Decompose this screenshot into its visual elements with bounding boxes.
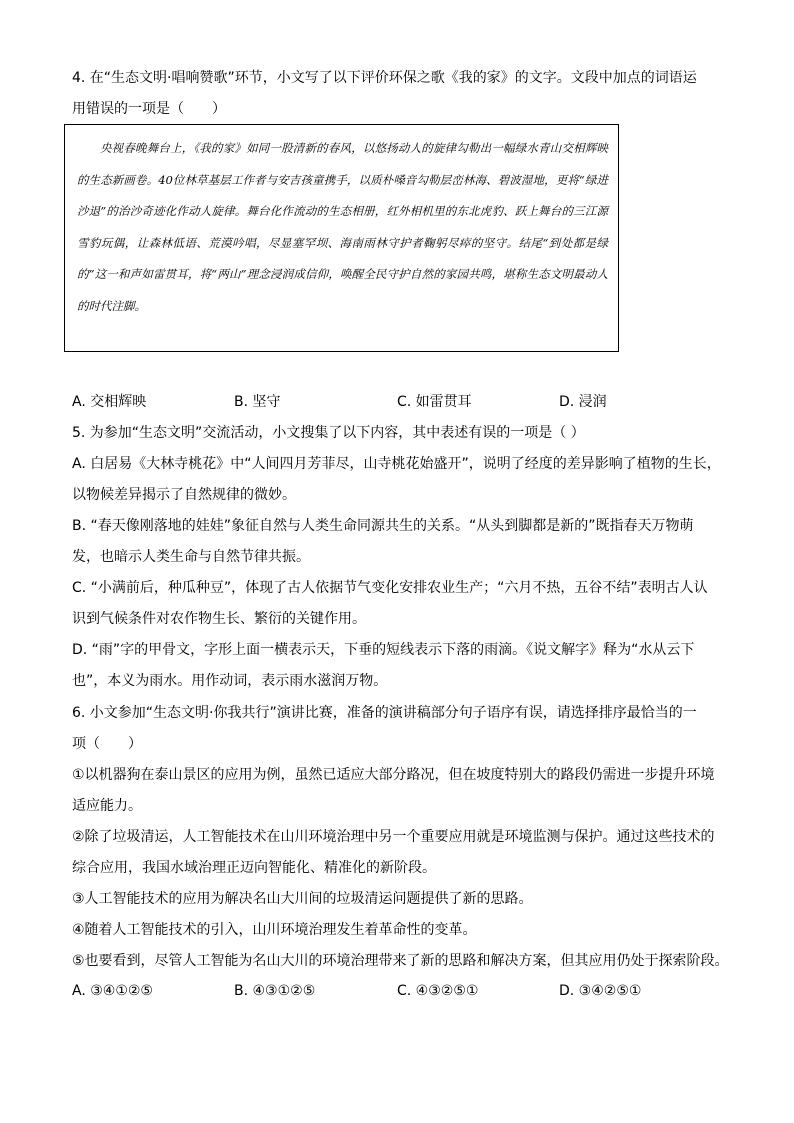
question-6-option-b[interactable]: B. ④③①②⑤ — [234, 983, 316, 999]
question-5-option-a-line2: 以物候差异揭示了自然规律的微妙。 — [72, 487, 296, 503]
question-5-stem: 5. 为参加“生态文明”交流活动，小文搜集了以下内容，其中表述有误的一项是（ ） — [72, 425, 585, 441]
question-5-option-d-line2: 也”，本义为雨水。用作动词，表示雨水滋润万物。 — [72, 673, 388, 689]
question-6-option-d[interactable]: D. ③④②⑤① — [559, 983, 642, 999]
question-5-option-c-line2: 识到气候条件对农作物生长、繁衍的关键作用。 — [72, 611, 366, 627]
question-5-option-b-line2: 发，也暗示人类生命与自然节律共振。 — [72, 549, 310, 565]
question-4-passage-text: 央视春晚舞台上，《我的家》如同一股清新的春风，以悠扬动人的旋律勾勒出一幅绿水青山交相辉映的生态新画卷。40位林草基层工作者与安吉孩童携手，以质朴嗓音勾勒层峦林海、碧波湿地，更将“绿进沙退”的治沙奇迹化作动人旋律。舞台化作流动的生态相册，红外相机里的东北虎豹、跃上舞台的三江源雪豹玩偶，让森林低语、荒漠吟唱，尽显塞罕坝、海南雨林守护者鞠躬尽瘁的坚守。结尾“到处都是绿的”这一和声如雷贯耳，将“两山”理念浸润成信仰，唤醒全民守护自然的家园共鸣，堪称生态文明最动人的时代注脚。 — [77, 141, 608, 313]
question-5-option-a-line1[interactable]: A. 白居易《大林寺桃花》中“人间四月芳菲尽，山寺桃花始盛开”，说明了经度的差异影响了植物的生长， — [72, 456, 721, 472]
question-5-option-c-line1[interactable]: C. “小满前后，种瓜种豆”，体现了古人依据节气变化安排农业生产；“六月不热，五谷不结”表明古人认 — [72, 580, 708, 596]
question-6-stem-line1: 6. 小文参加“生态文明·你我共行”演讲比赛，准备的演讲稿部分句子语序有误，请选择排序最恰当的一 — [72, 705, 697, 721]
question-6-sentence-4: ④随着人工智能技术的引入，山川环境治理发生着革命性的变革。 — [72, 922, 477, 938]
question-5 — [72, 418, 742, 697]
question-6-stem-line2: 项（ ） — [72, 736, 142, 752]
question-5-option-d-line1[interactable]: D. “雨”字的甲骨文，字形上面一横表示天，下垂的短线表示下落的雨滴。《说文解字》释为“水从云下 — [72, 642, 695, 658]
question-6-sentence-2-line1: ②除了垃圾清运，人工智能技术在山川环境治理中另一个重要应用就是环境监测与保护。通过这些技术的 — [72, 829, 715, 845]
question-4-stem — [72, 63, 742, 125]
question-6-sentence-5: ⑤也要看到，尽管人工智能为名山大川的环境治理带来了新的思路和解决方案，但其应用仍处于探索阶段。 — [72, 953, 729, 969]
question-6-sentence-3: ③人工智能技术的应用为解决名山大川间的垃圾清运问题提供了新的思路。 — [72, 891, 533, 907]
question-4-option-a[interactable]: A. 交相辉映 — [72, 394, 147, 410]
question-4-passage-box — [64, 124, 619, 352]
question-4-option-c[interactable]: C. 如雷贯耳 — [397, 394, 472, 410]
question-4-option-d[interactable]: D. 浸润 — [559, 394, 607, 410]
question-6-sentence-1-line2: 适应能力。 — [72, 798, 142, 814]
question-6 — [72, 698, 742, 977]
question-5-option-b-line1[interactable]: B. “春天像刚落地的娃娃”象征自然与人类生命同源共生的关系。“从头到脚都是新的”既指春天万物萌 — [72, 518, 694, 534]
question-4-stem-line1: 4. 在“生态文明·唱响赞歌”环节，小文写了以下评价环保之歌《我的家》的文字。文段中加点的词语运 — [72, 70, 697, 86]
question-6-sentence-2-line2: 综合应用，我国水域治理正迈向智能化、精准化的新阶段。 — [72, 860, 436, 876]
question-6-option-a[interactable]: A. ③④①②⑤ — [72, 983, 153, 999]
question-4-options — [72, 391, 742, 415]
question-6-sentence-1-line1: ①以机器狗在泰山景区的应用为例，虽然已适应大部分路况，但在坡度特别大的路段仍需进一步提升环境 — [72, 767, 715, 783]
question-4-stem-line2: 用错误的一项是（ ） — [72, 101, 226, 117]
question-6-option-c[interactable]: C. ④③②⑤① — [397, 983, 479, 999]
question-6-options — [72, 983, 742, 1007]
question-4-option-b[interactable]: B. 坚守 — [234, 394, 281, 410]
